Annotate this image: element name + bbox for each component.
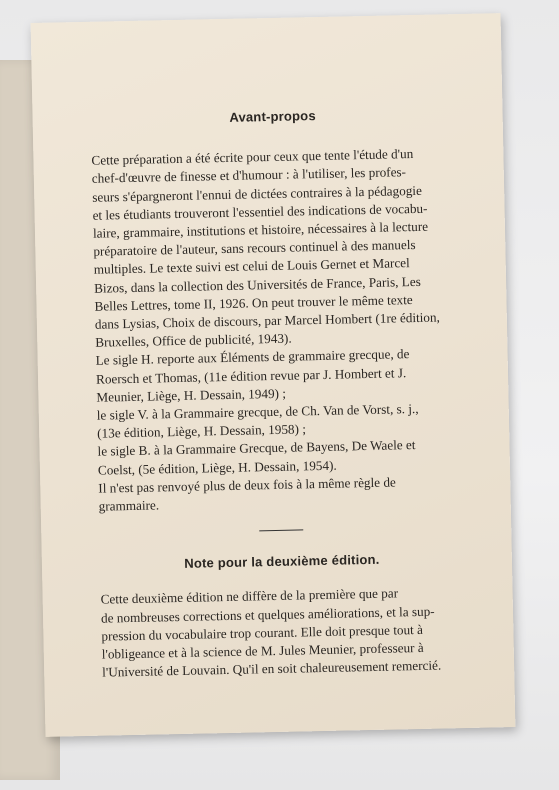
text-line: l'obligeance et à la science de M. Jules Meunier, professeur à: [101, 639, 424, 662]
text-line: préparatoire de l'auteur, sans recours continuel à des manuels: [93, 237, 416, 259]
text-line: Bizos, dans la collection des Universités de France, Paris, Les: [93, 273, 421, 296]
text-line: dans Lysias, Choix de discours, par Marcel Hombert (1re édition,: [94, 309, 440, 332]
preface-heading: Avant-propos: [229, 108, 316, 125]
text-line: Il n'est pas renvoyé plus de deux fois à la même règle de: [98, 474, 396, 496]
text-line: seurs s'épargneront l'ennui de dictées contraires à la pédagogie: [92, 182, 423, 205]
text-line: Meunier, Liège, H. Dessain, 1949) ;: [96, 385, 287, 405]
text-line: et les étudiants trouveront l'essentiel des indications de vocabu-: [92, 200, 428, 223]
text-line: le sigle B. à la Grammaire Grecque, de Bayens, De Waele et: [97, 437, 416, 460]
preface-paragraph: [73, 144, 477, 353]
text-line: pression du vocabulaire trop courant. Elle doit presque tout à: [101, 621, 424, 644]
section-divider: [259, 530, 303, 532]
text-line: grammaire.: [98, 497, 160, 514]
text-line: Coelst, (5e édition, Liège, H. Dessain, 1954).: [97, 457, 337, 478]
text-line: laire, grammaire, institutions et histoire, nécessaires à la lecture: [92, 218, 429, 241]
text-line: multiples. Le texte suivi est celui de Louis Gernet et Marcel: [93, 255, 410, 278]
text-line: Cette préparation a été écrite pour ceux que tente l'étude d'un: [91, 146, 414, 168]
page-content: [72, 104, 484, 683]
text-line: (13e édition, Liège, H. Dessain, 1958) ;: [97, 421, 307, 441]
text-line: Cette deuxième édition ne diffère de la première que par: [100, 585, 399, 608]
note-paragraph: [82, 583, 484, 682]
text-line: l'Université de Louvain. Qu'il en soit chaleureusement remercié.: [102, 657, 442, 680]
text-line: chef-d'œuvre de finesse et d'humour : à l'utiliser, les profes-: [91, 164, 407, 187]
text-line: Belles Lettres, tome II, 1926. On peut trouver le même texte: [94, 291, 413, 314]
renvoi-paragraph: [80, 472, 481, 517]
text-line: Roersch et Thomas, (11e édition revue par J. Hombert et J.: [95, 364, 407, 387]
document-page: [31, 13, 516, 737]
text-line: Bruxelles, Office de publicité, 1943).: [95, 330, 292, 350]
text-line: de nombreuses corrections et quelques améliorations, et la sup-: [100, 603, 435, 626]
text-line: Le sigle H. reporte aux Éléments de grammaire grecque, de: [95, 346, 410, 369]
text-line: le sigle V. à la Grammaire grecque, de Ch. Van de Vorst, s. j.,: [96, 401, 419, 423]
note-heading: Note pour la deuxième édition.: [184, 552, 380, 572]
sigles-paragraph: [77, 344, 480, 480]
